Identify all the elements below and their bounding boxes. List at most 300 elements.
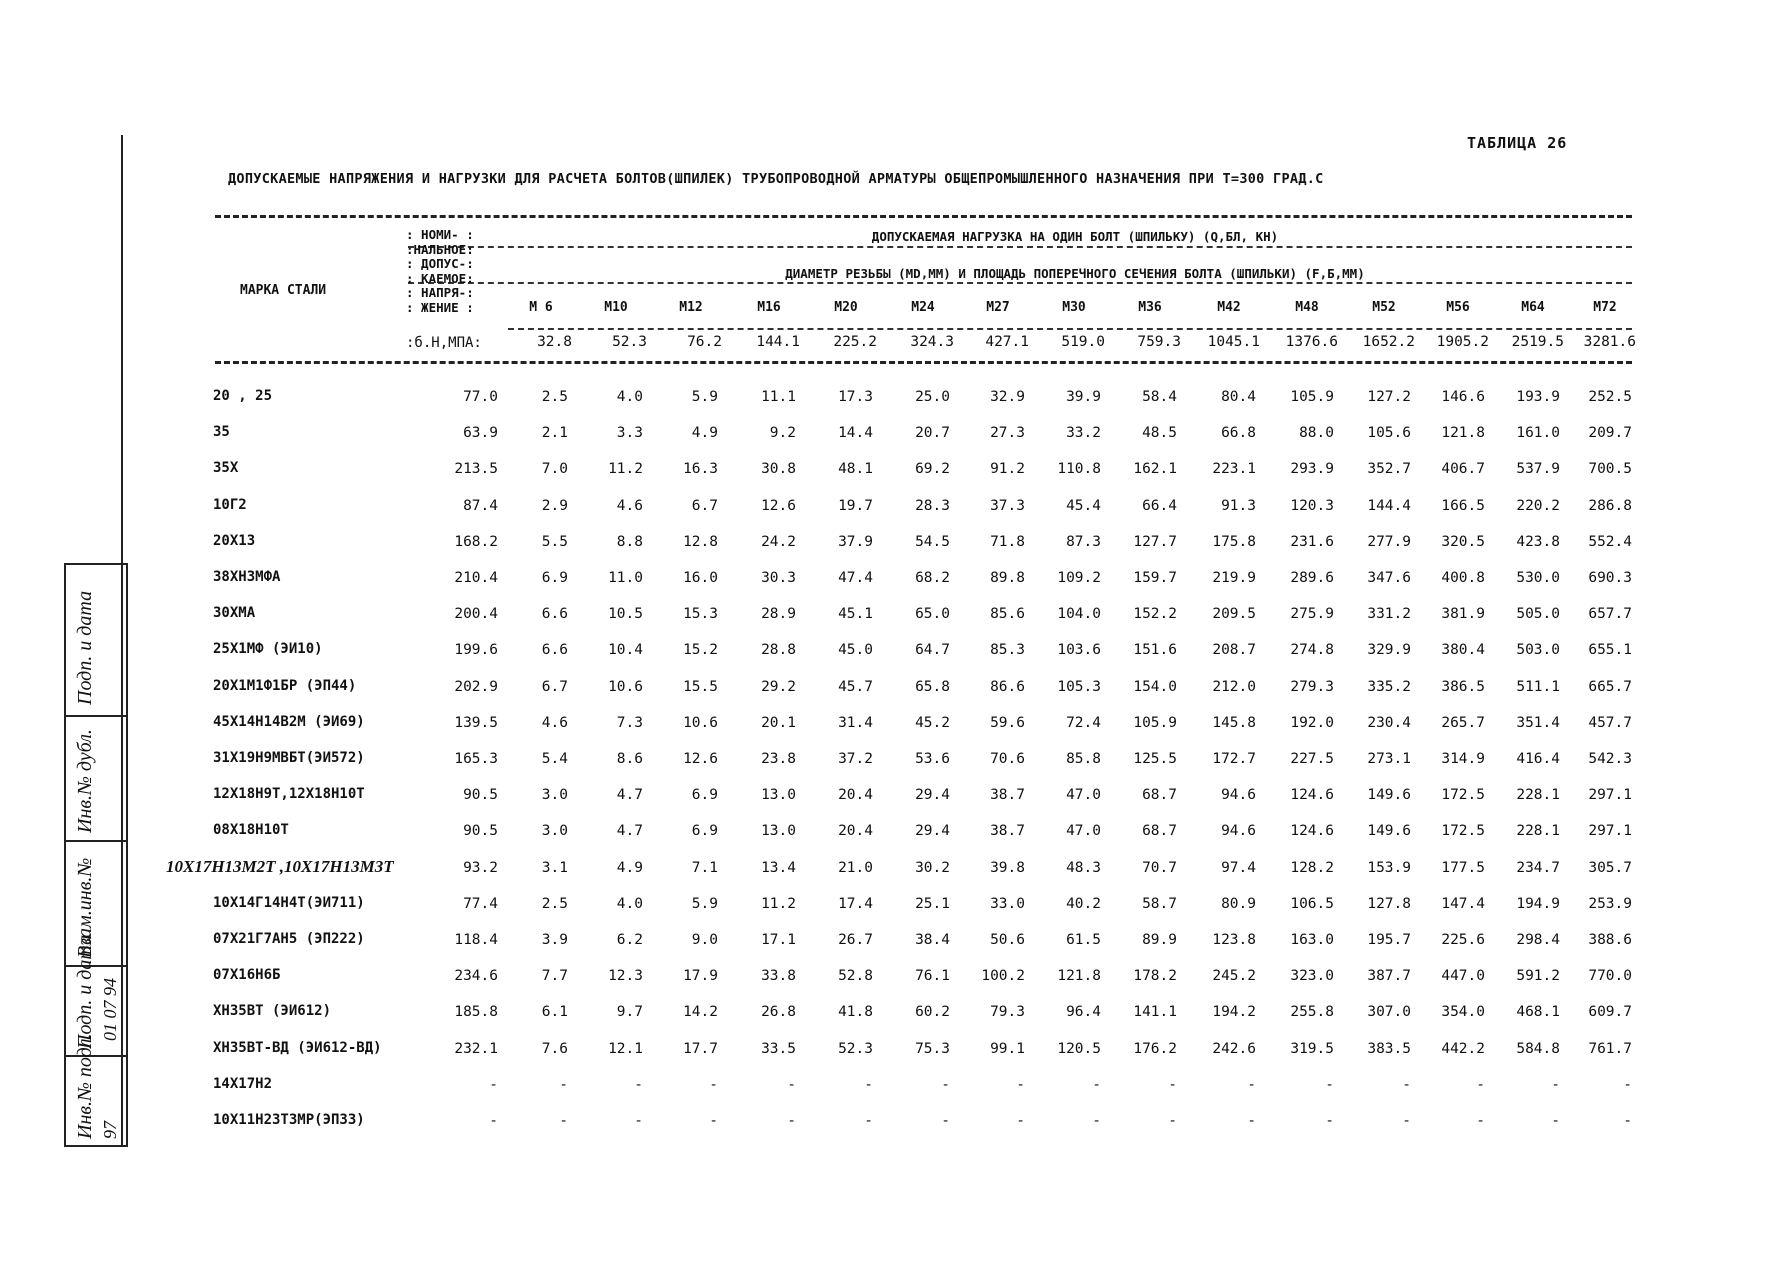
cross-section-area: 144.1: [756, 334, 800, 350]
allowable-load-cell: 231.6: [1290, 533, 1334, 550]
allowable-load-cell: -: [709, 1076, 718, 1093]
allowable-load-cell: -: [1016, 1113, 1025, 1129]
allowable-load-cell: 11.2: [761, 895, 796, 912]
steel-grade: 38ХН3МФА: [213, 569, 281, 585]
allowable-load-cell: 17.9: [683, 968, 718, 985]
allowable-load-cell: 700.5: [1588, 461, 1632, 478]
table-row: [0, 485, 1768, 521]
allowable-load-cell: 387.7: [1367, 968, 1411, 985]
allowable-load-cell: 120.5: [1057, 1040, 1101, 1057]
allowable-load-cell: 110.8: [1057, 461, 1101, 478]
stress-header-line: : ДОПУС-:: [406, 256, 474, 271]
steel-grade-header: МАРКА СТАЛИ: [240, 283, 327, 298]
table-row: [0, 738, 1768, 774]
table-row: [0, 448, 1768, 484]
allowable-stress: 232.1: [454, 1040, 498, 1057]
allowable-load-cell: 121.8: [1057, 968, 1101, 985]
allowable-load-cell: 85.6: [990, 606, 1025, 623]
allowable-load-cell: -: [1247, 1113, 1256, 1129]
allowable-load-cell: 177.5: [1441, 859, 1485, 876]
allowable-load-cell: 14.2: [683, 1004, 718, 1021]
allowable-load-cell: 47.0: [1066, 787, 1101, 804]
allowable-load-cell: 7.6: [541, 1040, 568, 1057]
allowable-load-cell: 19.7: [838, 497, 873, 514]
allowable-load-cell: -: [1168, 1113, 1177, 1129]
allowable-load-cell: -: [559, 1076, 568, 1093]
allowable-load-cell: 277.9: [1367, 533, 1411, 550]
allowable-load-cell: 38.7: [990, 823, 1025, 840]
cross-section-area: 427.1: [985, 334, 1029, 350]
allowable-load-cell: 2.9: [541, 497, 568, 514]
stamp-number: 97: [100, 1121, 120, 1139]
allowable-load-cell: 293.9: [1290, 461, 1334, 478]
allowable-load-cell: 352.7: [1367, 461, 1411, 478]
allowable-load-cell: 33.5: [761, 1040, 796, 1057]
allowable-load-cell: 37.9: [838, 533, 873, 550]
allowable-load-cell: 4.0: [616, 895, 643, 912]
allowable-load-cell: 85.3: [990, 642, 1025, 659]
allowable-load-cell: 331.2: [1367, 606, 1411, 623]
allowable-load-cell: 99.1: [990, 1040, 1025, 1057]
table-row: [0, 1028, 1768, 1064]
allowable-load-cell: 37.2: [838, 751, 873, 767]
allowable-load-cell: -: [941, 1113, 950, 1129]
allowable-load-cell: 11.1: [761, 389, 796, 405]
allowable-load-cell: 655.1: [1588, 642, 1632, 659]
steel-grade: 07Х16Н6Б: [213, 967, 281, 984]
allowable-load-cell: 127.7: [1133, 533, 1177, 550]
allowable-load-cell: 94.6: [1221, 787, 1256, 804]
allowable-stress: -: [489, 1113, 498, 1129]
allowable-load-cell: -: [1168, 1076, 1177, 1093]
allowable-load-cell: 37.3: [990, 497, 1025, 514]
allowable-load-cell: 297.1: [1588, 823, 1632, 840]
allowable-stress: 139.5: [454, 714, 498, 731]
allowable-load-cell: 58.7: [1142, 895, 1177, 912]
allowable-load-cell: 65.0: [915, 606, 950, 623]
steel-grade: 20Х1М1Ф1БР (ЭП44): [213, 677, 357, 694]
allowable-load-cell: 6.7: [691, 497, 718, 514]
allowable-load-cell: 12.1: [608, 1040, 643, 1057]
allowable-stress: 168.2: [454, 533, 498, 550]
stamp-label: Подп. и дата: [74, 590, 96, 705]
table-row: [0, 521, 1768, 557]
allowable-load-cell: 163.0: [1290, 932, 1334, 948]
cross-section-area: 76.2: [687, 334, 722, 350]
steel-grade: ХН35ВТ (ЭИ612): [213, 1003, 332, 1020]
allowable-load-cell: 335.2: [1367, 678, 1411, 695]
allowable-load-cell: 503.0: [1516, 642, 1560, 659]
allowable-load-cell: 192.0: [1290, 714, 1334, 731]
allowable-load-cell: 380.4: [1441, 642, 1485, 659]
header-divider: [508, 328, 1632, 330]
allowable-load-cell: 61.5: [1066, 932, 1101, 948]
allowable-load-cell: 23.8: [761, 751, 796, 767]
allowable-load-cell: 30.8: [761, 461, 796, 478]
stress-header-line: : КАЕМОЕ:: [406, 270, 474, 286]
allowable-stress: 87.4: [463, 497, 498, 514]
allowable-load-cell: -: [1476, 1113, 1485, 1129]
allowable-load-cell: 87.3: [1066, 533, 1101, 550]
allowable-load-cell: 279.3: [1290, 678, 1334, 695]
allowable-load-cell: 60.2: [915, 1004, 950, 1021]
allowable-load-cell: 194.2: [1212, 1004, 1256, 1021]
allowable-load-cell: -: [709, 1113, 718, 1129]
allowable-load-cell: 64.7: [915, 642, 950, 659]
steel-grade: 20Х13: [213, 532, 256, 549]
allowable-load-cell: 13.0: [761, 787, 796, 804]
table-row: [0, 1064, 1768, 1100]
allowable-load-cell: -: [787, 1076, 796, 1093]
allowable-load-cell: 97.4: [1221, 859, 1256, 876]
diameter-header: ДИАМЕТР РЕЗЬБЫ (МD,ММ) И ПЛОЩАДЬ ПОПЕРЕЧНОГО СЕЧЕНИЯ БОЛТА (ШПИЛЬКИ) (F,Б,ММ): [785, 266, 1365, 281]
allowable-load-cell: 68.7: [1142, 787, 1177, 804]
allowable-load-cell: 94.6: [1221, 823, 1256, 840]
allowable-load-cell: 220.2: [1516, 497, 1560, 514]
allowable-load-cell: 41.8: [838, 1004, 873, 1021]
allowable-load-cell: 52.8: [838, 968, 873, 985]
allowable-load-cell: 45.7: [838, 678, 873, 695]
allowable-load-cell: -: [1476, 1076, 1485, 1093]
allowable-load-cell: 48.5: [1142, 425, 1177, 442]
bolt-size-header: М48: [1295, 300, 1319, 315]
table-title: ДОПУСКАЕМЫЕ НАПРЯЖЕНИЯ И НАГРУЗКИ ДЛЯ РАСЧЕТА БОЛТОВ(ШПИЛЕК) ТРУБОПРОВОДНОЙ АРМАТУРЫ ОБЩЕПРОМЫШЛЕННОГО НАЗНАЧЕНИЯ ПРИ Т=300 ГРАД.С: [228, 171, 1324, 187]
allowable-load-cell: 12.6: [683, 751, 718, 767]
allowable-load-cell: -: [1402, 1076, 1411, 1093]
allowable-load-cell: 13.0: [761, 823, 796, 840]
allowable-load-cell: -: [864, 1113, 873, 1129]
allowable-load-cell: 6.2: [616, 932, 643, 948]
bolt-size-header: М 6: [529, 300, 553, 315]
allowable-load-cell: 124.6: [1290, 823, 1334, 840]
allowable-load-cell: 17.3: [838, 389, 873, 405]
allowable-load-cell: 193.9: [1516, 389, 1560, 405]
allowable-load-cell: 161.0: [1516, 425, 1560, 442]
allowable-stress: 77.4: [463, 895, 498, 912]
allowable-load-cell: 416.4: [1516, 751, 1560, 767]
allowable-load-cell: 275.9: [1290, 606, 1334, 623]
allowable-load-cell: 347.6: [1367, 570, 1411, 586]
allowable-load-cell: 314.9: [1441, 751, 1485, 767]
steel-grade: 12Х18Н9Т,12Х18Н10Т: [213, 786, 365, 803]
cross-section-area: 3281.6: [1583, 334, 1636, 350]
allowable-load-cell: 406.7: [1441, 461, 1485, 478]
allowable-load-cell: -: [1551, 1076, 1560, 1093]
allowable-load-cell: 20.7: [915, 425, 950, 442]
table-row: [0, 629, 1768, 665]
allowable-stress: 165.3: [454, 751, 498, 767]
allowable-load-cell: 149.6: [1367, 823, 1411, 840]
allowable-load-cell: 86.6: [990, 678, 1025, 695]
allowable-load-cell: 3.9: [541, 932, 568, 948]
allowable-load-cell: 172.5: [1441, 787, 1485, 804]
table-row: [0, 702, 1768, 738]
steel-grade: 30ХМА: [213, 605, 256, 622]
stamp-label: Инв.№ дубл.: [74, 729, 96, 833]
allowable-load-cell: 274.8: [1290, 642, 1334, 659]
allowable-load-cell: 59.6: [990, 714, 1025, 731]
allowable-load-cell: -: [559, 1113, 568, 1129]
allowable-load-cell: 106.5: [1290, 895, 1334, 912]
allowable-load-cell: 29.4: [915, 823, 950, 840]
allowable-load-cell: 20.4: [838, 787, 873, 804]
allowable-load-cell: 10.6: [608, 678, 643, 695]
allowable-load-cell: 12.8: [683, 533, 718, 550]
allowable-stress: 77.0: [463, 389, 498, 405]
allowable-load-cell: 16.0: [683, 570, 718, 586]
allowable-load-cell: 2.5: [541, 895, 568, 912]
allowable-load-cell: 147.4: [1441, 895, 1485, 912]
allowable-load-cell: 39.9: [1066, 389, 1101, 405]
allowable-load-cell: 123.8: [1212, 932, 1256, 948]
stamp-date: 01 07 94: [100, 978, 120, 1041]
allowable-load-cell: 255.8: [1290, 1004, 1334, 1021]
allowable-load-cell: 100.2: [981, 968, 1025, 985]
allowable-load-cell: 307.0: [1367, 1004, 1411, 1021]
allowable-stress: 199.6: [454, 642, 498, 659]
allowable-load-cell: 30.2: [915, 859, 950, 876]
table-row: [0, 666, 1768, 702]
header-divider: [408, 246, 1632, 248]
allowable-load-cell: 286.8: [1588, 497, 1632, 514]
allowable-load-cell: 30.3: [761, 570, 796, 586]
bolt-size-header: М52: [1372, 300, 1396, 315]
allowable-load-cell: 298.4: [1516, 932, 1560, 948]
allowable-load-cell: 584.8: [1516, 1040, 1560, 1057]
allowable-load-cell: 6.9: [691, 823, 718, 840]
table-row: [0, 883, 1768, 919]
allowable-load-cell: 39.8: [990, 859, 1025, 876]
allowable-load-cell: 33.2: [1066, 425, 1101, 442]
allowable-load-cell: 28.3: [915, 497, 950, 514]
stress-header-line: : НАПРЯ-:: [406, 285, 474, 300]
allowable-load-cell: 5.4: [541, 751, 568, 767]
allowable-load-cell: 88.0: [1299, 425, 1334, 442]
allowable-load-cell: 219.9: [1212, 570, 1256, 586]
allowable-load-cell: 447.0: [1441, 968, 1485, 985]
allowable-load-cell: 17.7: [683, 1040, 718, 1057]
allowable-load-cell: 50.6: [990, 932, 1025, 948]
allowable-load-cell: 223.1: [1212, 461, 1256, 478]
steel-grade: 31Х19Н9МВБТ(ЭИ572): [213, 750, 365, 766]
allowable-load-cell: 146.6: [1441, 389, 1485, 405]
steel-grade: 45Х14Н14В2М (ЭИ69): [213, 713, 365, 730]
cross-section-area: 1376.6: [1285, 334, 1338, 350]
bolt-size-header: М36: [1138, 300, 1162, 315]
steel-grade: 08Х18Н10Т: [213, 822, 289, 839]
bolt-size-header: М56: [1446, 300, 1470, 315]
allowable-load-cell: 91.3: [1221, 497, 1256, 514]
allowable-load-cell: 761.7: [1588, 1040, 1632, 1057]
allowable-load-cell: 383.5: [1367, 1040, 1411, 1057]
allowable-load-cell: 71.8: [990, 533, 1025, 550]
steel-grade: 10Х17Н13М2Т ,10Х17Н13М3Т: [166, 856, 394, 876]
bolt-size-header: М72: [1593, 300, 1617, 315]
allowable-load-cell: -: [1092, 1076, 1101, 1093]
allowable-load-cell: 297.1: [1588, 787, 1632, 804]
allowable-load-cell: 66.4: [1142, 497, 1177, 514]
allowable-load-cell: 89.8: [990, 570, 1025, 586]
allowable-load-cell: 665.7: [1588, 678, 1632, 695]
allowable-load-cell: 3.1: [541, 859, 568, 876]
allowable-load-cell: 27.3: [990, 425, 1025, 442]
allowable-load-cell: 530.0: [1516, 570, 1560, 586]
cross-section-area: 2519.5: [1511, 334, 1564, 350]
allowable-load-cell: 273.1: [1367, 751, 1411, 767]
allowable-load-cell: 5.9: [691, 389, 718, 405]
allowable-load-cell: 151.6: [1133, 642, 1177, 659]
allowable-load-cell: 80.9: [1221, 895, 1256, 912]
allowable-load-cell: 159.7: [1133, 570, 1177, 586]
allowable-load-cell: 5.9: [691, 895, 718, 912]
steel-grade: 10Г2: [213, 496, 247, 513]
allowable-load-cell: 386.5: [1441, 678, 1485, 695]
allowable-stress: 210.4: [454, 570, 498, 586]
steel-grade: 20 , 25: [213, 388, 273, 404]
allowable-load-cell: 8.8: [616, 533, 643, 550]
allowable-load-cell: 351.4: [1516, 714, 1560, 731]
allowable-load-cell: 120.3: [1290, 497, 1334, 514]
allowable-load-cell: 212.0: [1212, 678, 1256, 695]
allowable-load-cell: -: [787, 1113, 796, 1129]
bolt-size-header: М24: [911, 300, 935, 315]
allowable-load-cell: -: [1623, 1113, 1632, 1129]
allowable-load-cell: 228.1: [1516, 823, 1560, 840]
cross-section-area: 1652.2: [1362, 334, 1415, 350]
allowable-load-cell: 69.2: [915, 461, 950, 478]
allowable-load-cell: 45.1: [838, 606, 873, 623]
allowable-load-cell: 208.7: [1212, 642, 1256, 659]
load-header: ДОПУСКАЕМАЯ НАГРУЗКА НА ОДИН БОЛТ (ШПИЛЬКУ) (Q,БЛ, КН): [871, 229, 1279, 244]
allowable-load-cell: 75.3: [915, 1040, 950, 1057]
allowable-load-cell: 45.0: [838, 642, 873, 659]
allowable-load-cell: 45.2: [915, 714, 950, 731]
allowable-load-cell: 125.5: [1133, 751, 1177, 767]
allowable-stress: 118.4: [454, 932, 498, 948]
allowable-load-cell: 66.8: [1221, 425, 1256, 442]
allowable-load-cell: 511.1: [1516, 678, 1560, 695]
allowable-load-cell: 103.6: [1057, 642, 1101, 659]
stress-header-line: : НОМИ- :: [406, 227, 474, 242]
allowable-load-cell: 172.7: [1212, 751, 1256, 767]
allowable-load-cell: -: [1402, 1113, 1411, 1129]
allowable-load-cell: 96.4: [1066, 1004, 1101, 1021]
allowable-load-cell: 24.2: [761, 533, 796, 550]
allowable-load-cell: 85.8: [1066, 751, 1101, 767]
allowable-stress: 234.6: [454, 968, 498, 985]
top-rule: [215, 215, 1632, 218]
allowable-load-cell: 10.6: [683, 714, 718, 731]
allowable-load-cell: -: [1092, 1113, 1101, 1129]
allowable-load-cell: 2.1: [541, 425, 568, 442]
allowable-load-cell: 33.8: [761, 968, 796, 985]
allowable-load-cell: 194.9: [1516, 895, 1560, 912]
cross-section-area: 225.2: [833, 334, 877, 350]
allowable-load-cell: 609.7: [1588, 1004, 1632, 1021]
allowable-load-cell: 105.9: [1290, 389, 1334, 405]
steel-grade: 10Х14Г14Н4Т(ЭИ711): [213, 894, 365, 911]
allowable-load-cell: 152.2: [1133, 606, 1177, 623]
bolt-size-header: М64: [1521, 300, 1545, 315]
bolt-size-header: М10: [604, 300, 628, 315]
allowable-load-cell: 4.7: [616, 787, 643, 804]
allowable-load-cell: 253.9: [1588, 895, 1632, 912]
table-row: [0, 955, 1768, 991]
table-number: ТАБЛИЦА 26: [1467, 134, 1568, 152]
steel-grade: 07Х21Г7АН5 (ЭП222): [213, 931, 365, 947]
allowable-load-cell: 7.7: [541, 968, 568, 985]
allowable-load-cell: 166.5: [1441, 497, 1485, 514]
allowable-load-cell: 128.2: [1290, 859, 1334, 876]
table-row: [0, 991, 1768, 1027]
allowable-load-cell: 33.0: [990, 895, 1025, 912]
allowable-load-cell: 6.1: [541, 1004, 568, 1021]
allowable-load-cell: 8.6: [616, 751, 643, 767]
table-row: [0, 847, 1768, 883]
allowable-load-cell: 468.1: [1516, 1004, 1560, 1021]
allowable-load-cell: 124.6: [1290, 787, 1334, 804]
allowable-load-cell: 54.5: [915, 533, 950, 550]
allowable-load-cell: 4.9: [691, 425, 718, 442]
allowable-load-cell: -: [634, 1076, 643, 1093]
allowable-load-cell: 5.5: [541, 533, 568, 550]
allowable-load-cell: 7.0: [541, 461, 568, 478]
allowable-load-cell: 26.7: [838, 932, 873, 948]
allowable-load-cell: 28.8: [761, 642, 796, 659]
allowable-load-cell: 58.4: [1142, 389, 1177, 405]
allowable-load-cell: 227.5: [1290, 751, 1334, 767]
table-row: [0, 774, 1768, 810]
allowable-load-cell: 4.9: [616, 859, 643, 876]
allowable-load-cell: 91.2: [990, 461, 1025, 478]
table-row: [0, 376, 1768, 412]
allowable-load-cell: 20.4: [838, 823, 873, 840]
allowable-load-cell: 12.3: [608, 968, 643, 985]
allowable-load-cell: 11.2: [608, 461, 643, 478]
stamp-label: Взам.инв.№: [74, 857, 96, 958]
allowable-load-cell: 127.8: [1367, 895, 1411, 912]
cross-section-area: 519.0: [1061, 334, 1105, 350]
table-row: [0, 919, 1768, 955]
allowable-load-cell: 320.5: [1441, 533, 1485, 550]
allowable-load-cell: -: [941, 1076, 950, 1093]
cross-section-area: 324.3: [910, 334, 954, 350]
header-divider: [408, 282, 1632, 284]
allowable-load-cell: 245.2: [1212, 968, 1256, 985]
allowable-load-cell: 32.9: [990, 389, 1025, 405]
allowable-load-cell: 242.6: [1212, 1040, 1256, 1057]
allowable-load-cell: 400.8: [1441, 570, 1485, 586]
allowable-load-cell: 76.1: [915, 968, 950, 985]
allowable-load-cell: 329.9: [1367, 642, 1411, 659]
allowable-load-cell: 423.8: [1516, 533, 1560, 550]
allowable-load-cell: 20.1: [761, 714, 796, 731]
allowable-load-cell: 48.3: [1066, 859, 1101, 876]
allowable-load-cell: 442.2: [1441, 1040, 1485, 1057]
stamp-label: Инв.№ подл.: [74, 1033, 96, 1139]
allowable-stress: 93.2: [463, 859, 498, 876]
allowable-load-cell: 225.6: [1441, 932, 1485, 948]
allowable-load-cell: 70.7: [1142, 859, 1177, 876]
allowable-load-cell: 153.9: [1367, 859, 1411, 876]
allowable-load-cell: 289.6: [1290, 570, 1334, 586]
steel-grade: 35: [213, 424, 230, 441]
cross-section-area: 52.3: [612, 334, 647, 350]
allowable-load-cell: 144.4: [1367, 497, 1411, 514]
allowable-load-cell: 10.4: [608, 642, 643, 659]
steel-grade: ХН35ВТ-ВД (ЭИ612-ВД): [213, 1039, 382, 1056]
allowable-load-cell: 6.9: [541, 570, 568, 586]
